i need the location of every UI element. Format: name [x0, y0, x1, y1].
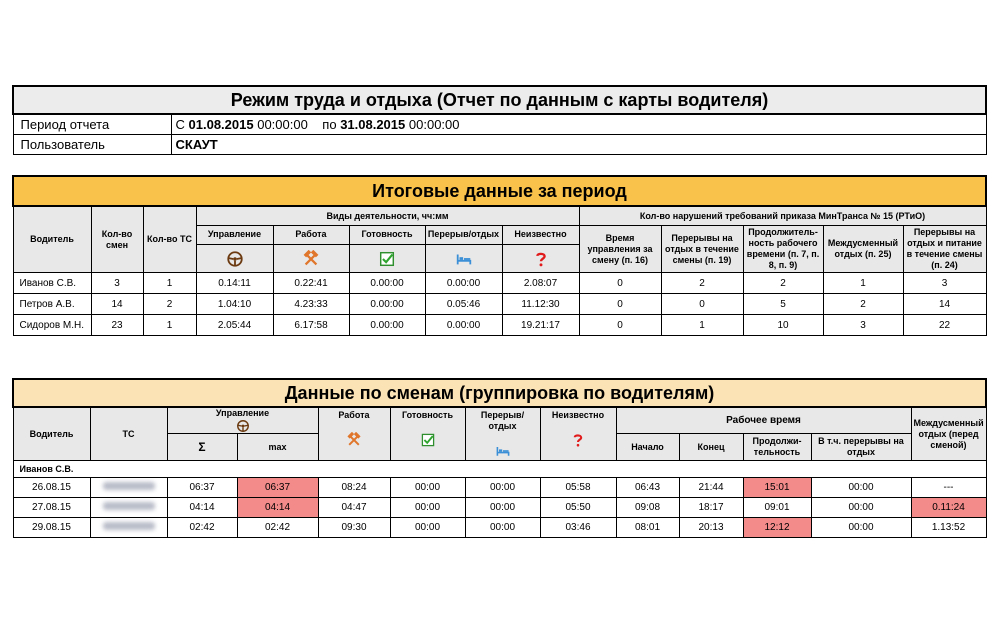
- cell-intershift: ---: [911, 478, 986, 498]
- question-icon: [502, 245, 579, 273]
- vehicle-plate-blurred: [103, 502, 155, 510]
- report-title: Режим труда и отдыха (Отчет по данным с карты водителя): [13, 86, 986, 114]
- cell-breaks: 00:00: [811, 478, 911, 498]
- col-intershift: Междусменный отдых (перед сменой): [911, 407, 986, 461]
- cell-max: 06:37: [237, 478, 318, 498]
- col-sum: Σ: [167, 434, 237, 461]
- cell-v1: 0: [579, 294, 661, 315]
- col-vehicles: Кол-во ТС: [143, 206, 196, 273]
- cell-v4: 3: [823, 315, 903, 336]
- question-icon: [570, 432, 586, 448]
- hammers-icon: [346, 432, 362, 448]
- cell-end: 20:13: [679, 518, 743, 538]
- cell-work: 09:30: [318, 518, 390, 538]
- cell-driving: 0.14:11: [196, 273, 273, 294]
- cell-vehicle: [90, 478, 167, 498]
- cell-start: 08:01: [616, 518, 679, 538]
- checkbox-icon: [349, 245, 425, 273]
- cell-start: 06:43: [616, 478, 679, 498]
- cell-rest: 00:00: [465, 478, 540, 498]
- cell-rest: 0.05:46: [425, 294, 502, 315]
- cell-unknown: 05:58: [540, 478, 616, 498]
- viol-work-duration: Продолжитель-ность рабочего времени (п. 7, п. 8, п. 9): [743, 226, 823, 273]
- period-from-date: 01.08.2015: [188, 117, 254, 132]
- cell-v4: 2: [823, 294, 903, 315]
- steering-wheel-icon: [196, 245, 273, 273]
- cell-date: 29.08.15: [13, 518, 90, 538]
- act-driving: Управление: [196, 226, 273, 245]
- cell-end: 21:44: [679, 478, 743, 498]
- cell-ready: 0.00:00: [349, 273, 425, 294]
- cell-v1: 0: [579, 315, 661, 336]
- cell-driving: 1.04:10: [196, 294, 273, 315]
- cell-ready: 00:00: [390, 518, 465, 538]
- col-vehicle: ТС: [90, 407, 167, 461]
- cell-vehicles: 1: [143, 315, 196, 336]
- cell-vehicles: 2: [143, 294, 196, 315]
- viol-meal-breaks: Перерывы на отдых и питание в течение смены (п. 24): [903, 226, 986, 273]
- col-ready: Готовность: [390, 407, 465, 461]
- col-shifts: Кол-во смен: [91, 206, 143, 273]
- cell-vehicle: [90, 498, 167, 518]
- cell-sum: 02:42: [167, 518, 237, 538]
- cell-driver: Сидоров М.Н.: [13, 315, 91, 336]
- act-rest: Перерыв/отдых: [425, 226, 502, 245]
- cell-duration: 09:01: [743, 498, 811, 518]
- viol-driving-time: Время управления за смену (п. 16): [579, 226, 661, 273]
- col-driver: Водитель: [13, 407, 90, 461]
- cell-rest: 00:00: [465, 518, 540, 538]
- cell-v3: 2: [743, 273, 823, 294]
- cell-driving: 2.05:44: [196, 315, 273, 336]
- user-label: Пользователь: [13, 135, 171, 155]
- cell-shifts: 14: [91, 294, 143, 315]
- cell-v5: 3: [903, 273, 986, 294]
- cell-vehicle: [90, 518, 167, 538]
- cell-v2: 0: [661, 294, 743, 315]
- viol-intershift: Междусменный отдых (п. 25): [823, 226, 903, 273]
- cell-sum: 06:37: [167, 478, 237, 498]
- cell-max: 02:42: [237, 518, 318, 538]
- table-row: [13, 478, 986, 498]
- cell-driver: Иванов С.В.: [13, 273, 91, 294]
- cell-max: 04:14: [237, 498, 318, 518]
- table-row: [13, 518, 986, 538]
- cell-rest: 0.00:00: [425, 273, 502, 294]
- cell-v3: 5: [743, 294, 823, 315]
- cell-v3: 10: [743, 315, 823, 336]
- cell-v5: 22: [903, 315, 986, 336]
- cell-intershift: 0.11:24: [911, 498, 986, 518]
- col-max: max: [237, 434, 318, 461]
- table-row: [13, 498, 986, 518]
- cell-duration: 15:01: [743, 478, 811, 498]
- cell-shifts: 23: [91, 315, 143, 336]
- cell-v2: 2: [661, 273, 743, 294]
- cell-work: 04:47: [318, 498, 390, 518]
- cell-breaks: 00:00: [811, 518, 911, 538]
- col-driver: Водитель: [13, 206, 91, 273]
- col-rest: Перерыв/отдых: [465, 407, 540, 461]
- col-duration: Продолжи-тельность: [743, 434, 811, 461]
- cell-unknown: 03:46: [540, 518, 616, 538]
- group-worktime: Рабочее время: [616, 407, 911, 434]
- col-unknown: Неизвестно: [540, 407, 616, 461]
- period-to-date: 31.08.2015: [340, 117, 406, 132]
- table-row: [13, 273, 986, 294]
- cell-ready: 0.00:00: [349, 294, 425, 315]
- cell-v1: 0: [579, 273, 661, 294]
- cell-unknown: 19.21:17: [502, 315, 579, 336]
- col-driving: Управление: [167, 407, 318, 434]
- cell-ready: 00:00: [390, 498, 465, 518]
- group-violations: Кол-во нарушений требований приказа МинТранса № 15 (РТиО): [579, 206, 986, 226]
- table-row: [13, 315, 986, 336]
- bed-icon: [495, 443, 511, 459]
- act-unknown: Неизвестно: [502, 226, 579, 245]
- cell-date: 26.08.15: [13, 478, 90, 498]
- cell-ready: 0.00:00: [349, 315, 425, 336]
- cell-intershift: 1.13:52: [911, 518, 986, 538]
- col-work: Работа: [318, 407, 390, 461]
- cell-ready: 00:00: [390, 478, 465, 498]
- cell-driver: Петров А.В.: [13, 294, 91, 315]
- group-driver-name: Иванов С.В.: [13, 461, 986, 478]
- hammers-icon: [273, 245, 349, 273]
- cell-work: 08:24: [318, 478, 390, 498]
- viol-rest-breaks: Перерывы на отдых в течение смены (п. 19): [661, 226, 743, 273]
- summary-title: Итоговые данные за период: [13, 176, 986, 206]
- cell-work: 0.22:41: [273, 273, 349, 294]
- steering-wheel-icon: [236, 419, 250, 433]
- cell-unknown: 2.08:07: [502, 273, 579, 294]
- group-row: [13, 461, 986, 478]
- report-header-table: [12, 85, 987, 155]
- cell-date: 27.08.15: [13, 498, 90, 518]
- cell-v5: 14: [903, 294, 986, 315]
- cell-v2: 1: [661, 315, 743, 336]
- col-start: Начало: [616, 434, 679, 461]
- vehicle-plate-blurred: [103, 482, 155, 490]
- cell-end: 18:17: [679, 498, 743, 518]
- cell-start: 09:08: [616, 498, 679, 518]
- shifts-table: [12, 378, 987, 538]
- cell-sum: 04:14: [167, 498, 237, 518]
- cell-duration: 12:12: [743, 518, 811, 538]
- period-label: Период отчета: [13, 114, 171, 135]
- cell-rest: 0.00:00: [425, 315, 502, 336]
- summary-table: [12, 175, 987, 336]
- act-work: Работа: [273, 226, 349, 245]
- cell-rest: 00:00: [465, 498, 540, 518]
- cell-shifts: 3: [91, 273, 143, 294]
- cell-work: 4.23:33: [273, 294, 349, 315]
- cell-vehicles: 1: [143, 273, 196, 294]
- period-value: С 01.08.2015 00:00:00 по 31.08.2015 00:00:00: [171, 114, 986, 135]
- group-activity: Виды деятельности, чч:мм: [196, 206, 579, 226]
- cell-unknown: 05:50: [540, 498, 616, 518]
- col-end: Конец: [679, 434, 743, 461]
- cell-unknown: 11.12:30: [502, 294, 579, 315]
- cell-breaks: 00:00: [811, 498, 911, 518]
- table-row: [13, 294, 986, 315]
- cell-v4: 1: [823, 273, 903, 294]
- shifts-title: Данные по сменам (группировка по водителям): [13, 379, 986, 407]
- col-breaks: В т.ч. перерывы на отдых: [811, 434, 911, 461]
- cell-work: 6.17:58: [273, 315, 349, 336]
- vehicle-plate-blurred: [103, 522, 155, 530]
- user-value: СКАУТ: [171, 135, 986, 155]
- act-ready: Готовность: [349, 226, 425, 245]
- checkbox-icon: [420, 432, 436, 448]
- bed-icon: [425, 245, 502, 273]
